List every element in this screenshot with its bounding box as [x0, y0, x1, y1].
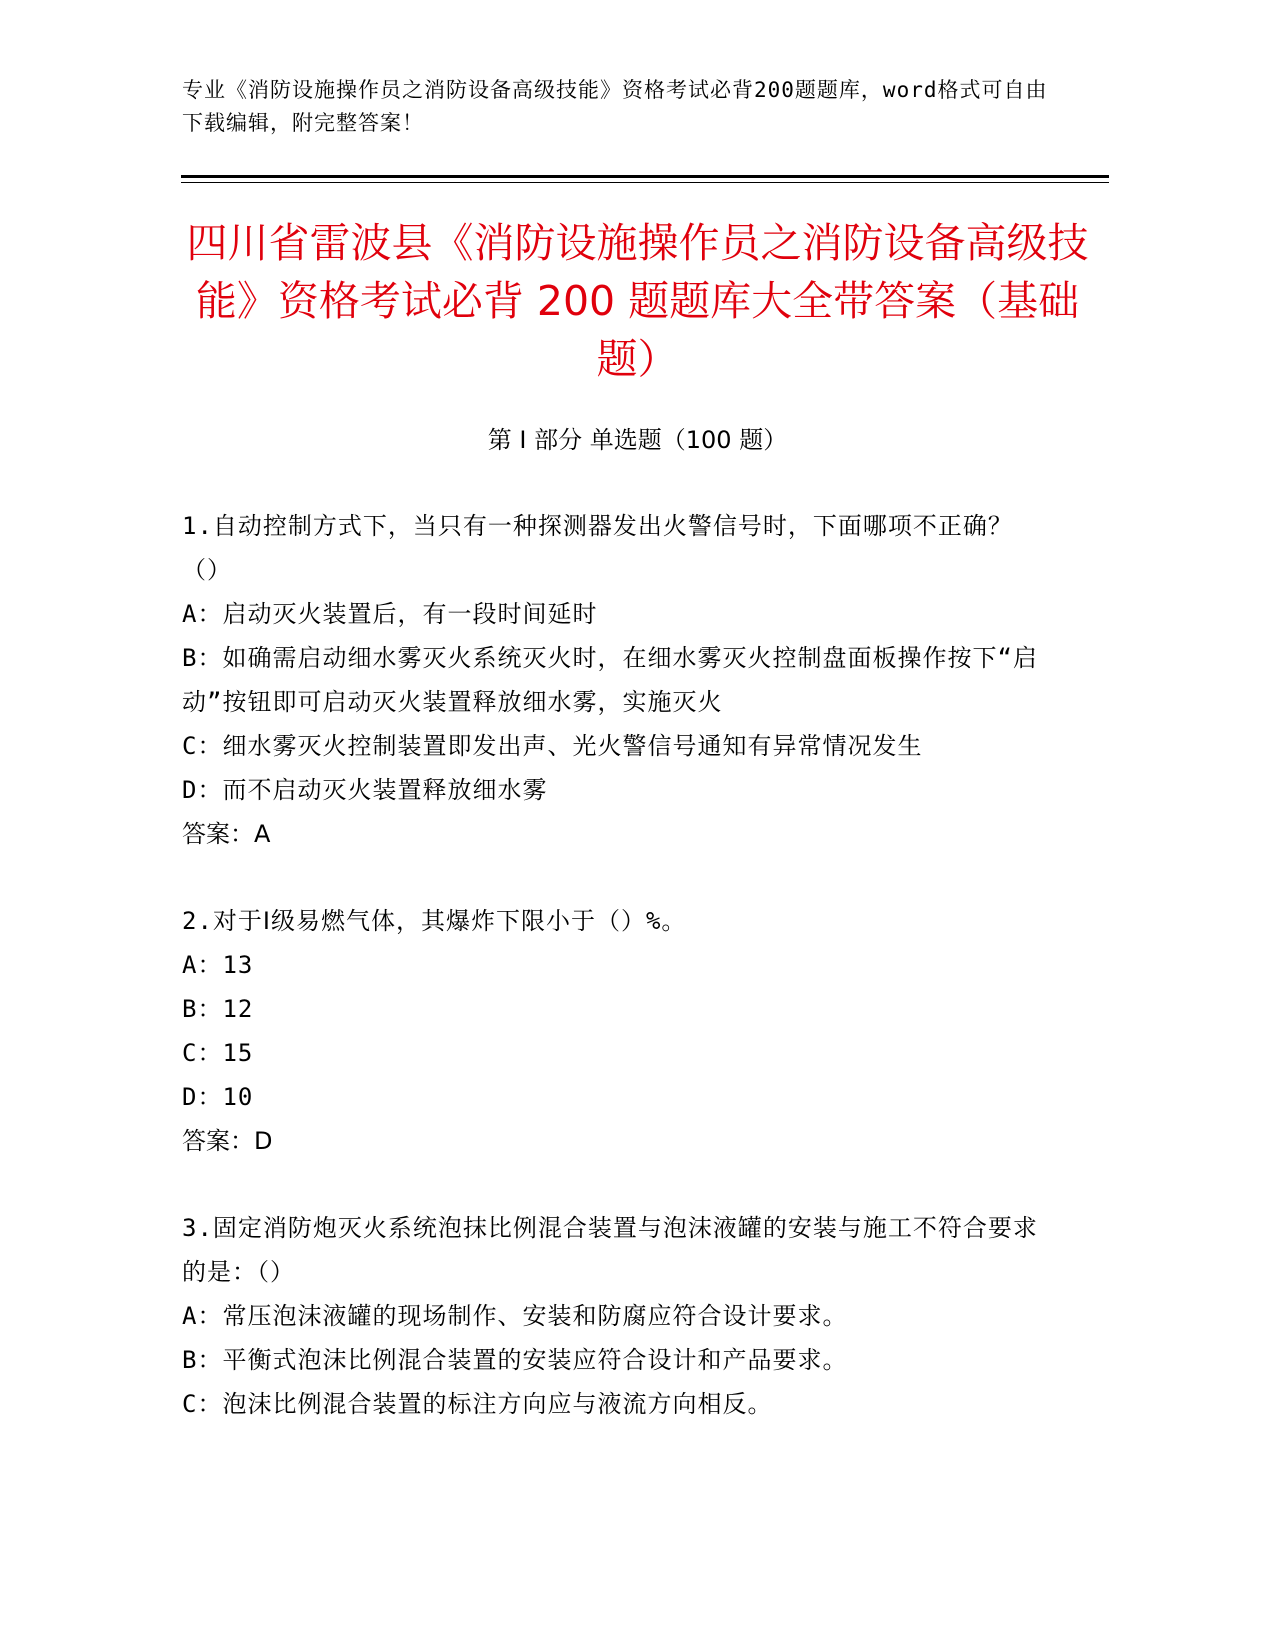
- option-a: A：13: [182, 951, 254, 979]
- answer-line: 答案：D: [182, 1127, 273, 1155]
- option-a: A：启动灭火装置后，有一段时间延时: [182, 600, 598, 628]
- option-b: B：平衡式泡沫比例混合装置的安装应符合设计和产品要求。: [182, 1346, 848, 1374]
- option-c: C：15: [182, 1039, 254, 1067]
- option-b: B：如确需启动细水雾灭火系统灭火时，在细水雾灭火控制盘面板操作按下“启动”按钮即可启动灭火装置释放细水雾，实施灭火: [182, 644, 1038, 716]
- question-1: [182, 504, 1042, 856]
- option-c: C：细水雾灭火控制装置即发出声、光火警信号通知有异常情况发生: [182, 732, 923, 760]
- option-d: D：而不启动灭火装置释放细水雾: [182, 776, 548, 804]
- question-list: [182, 504, 1042, 1469]
- option-a: A：常压泡沫液罐的现场制作、安装和防腐应符合设计要求。: [182, 1302, 848, 1330]
- option-d: D：10: [182, 1083, 254, 1111]
- question-3: [182, 1206, 1042, 1426]
- header-rule-thick: [181, 175, 1109, 178]
- question-stem: 1.自动控制方式下，当只有一种探测器发出火警信号时，下面哪项不正确？（）: [182, 512, 1013, 584]
- section-heading: 第 I 部分 单选题（100 题）: [487, 426, 788, 454]
- answer-line: 答案：A: [182, 820, 271, 848]
- header-note: 专业《消防设施操作员之消防设备高级技能》资格考试必背200题题库，word格式可自由下载编辑，附完整答案！: [182, 78, 1048, 135]
- question-2: [182, 899, 1042, 1163]
- header-rule-thin: [181, 182, 1109, 183]
- question-stem: 2.对于Ⅰ级易燃气体，其爆炸下限小于（）%。: [182, 907, 687, 935]
- option-b: B：12: [182, 995, 254, 1023]
- document-title: 四川省雷波县《消防设施操作员之消防设备高级技能》资格考试必背 200 题题库大全带答案（基础题）: [186, 219, 1089, 383]
- option-c: C：泡沫比例混合装置的标注方向应与液流方向相反。: [182, 1390, 773, 1418]
- question-stem: 3.固定消防炮灭火系统泡抹比例混合装置与泡沫液罐的安装与施工不符合要求的是：（）: [182, 1214, 1038, 1286]
